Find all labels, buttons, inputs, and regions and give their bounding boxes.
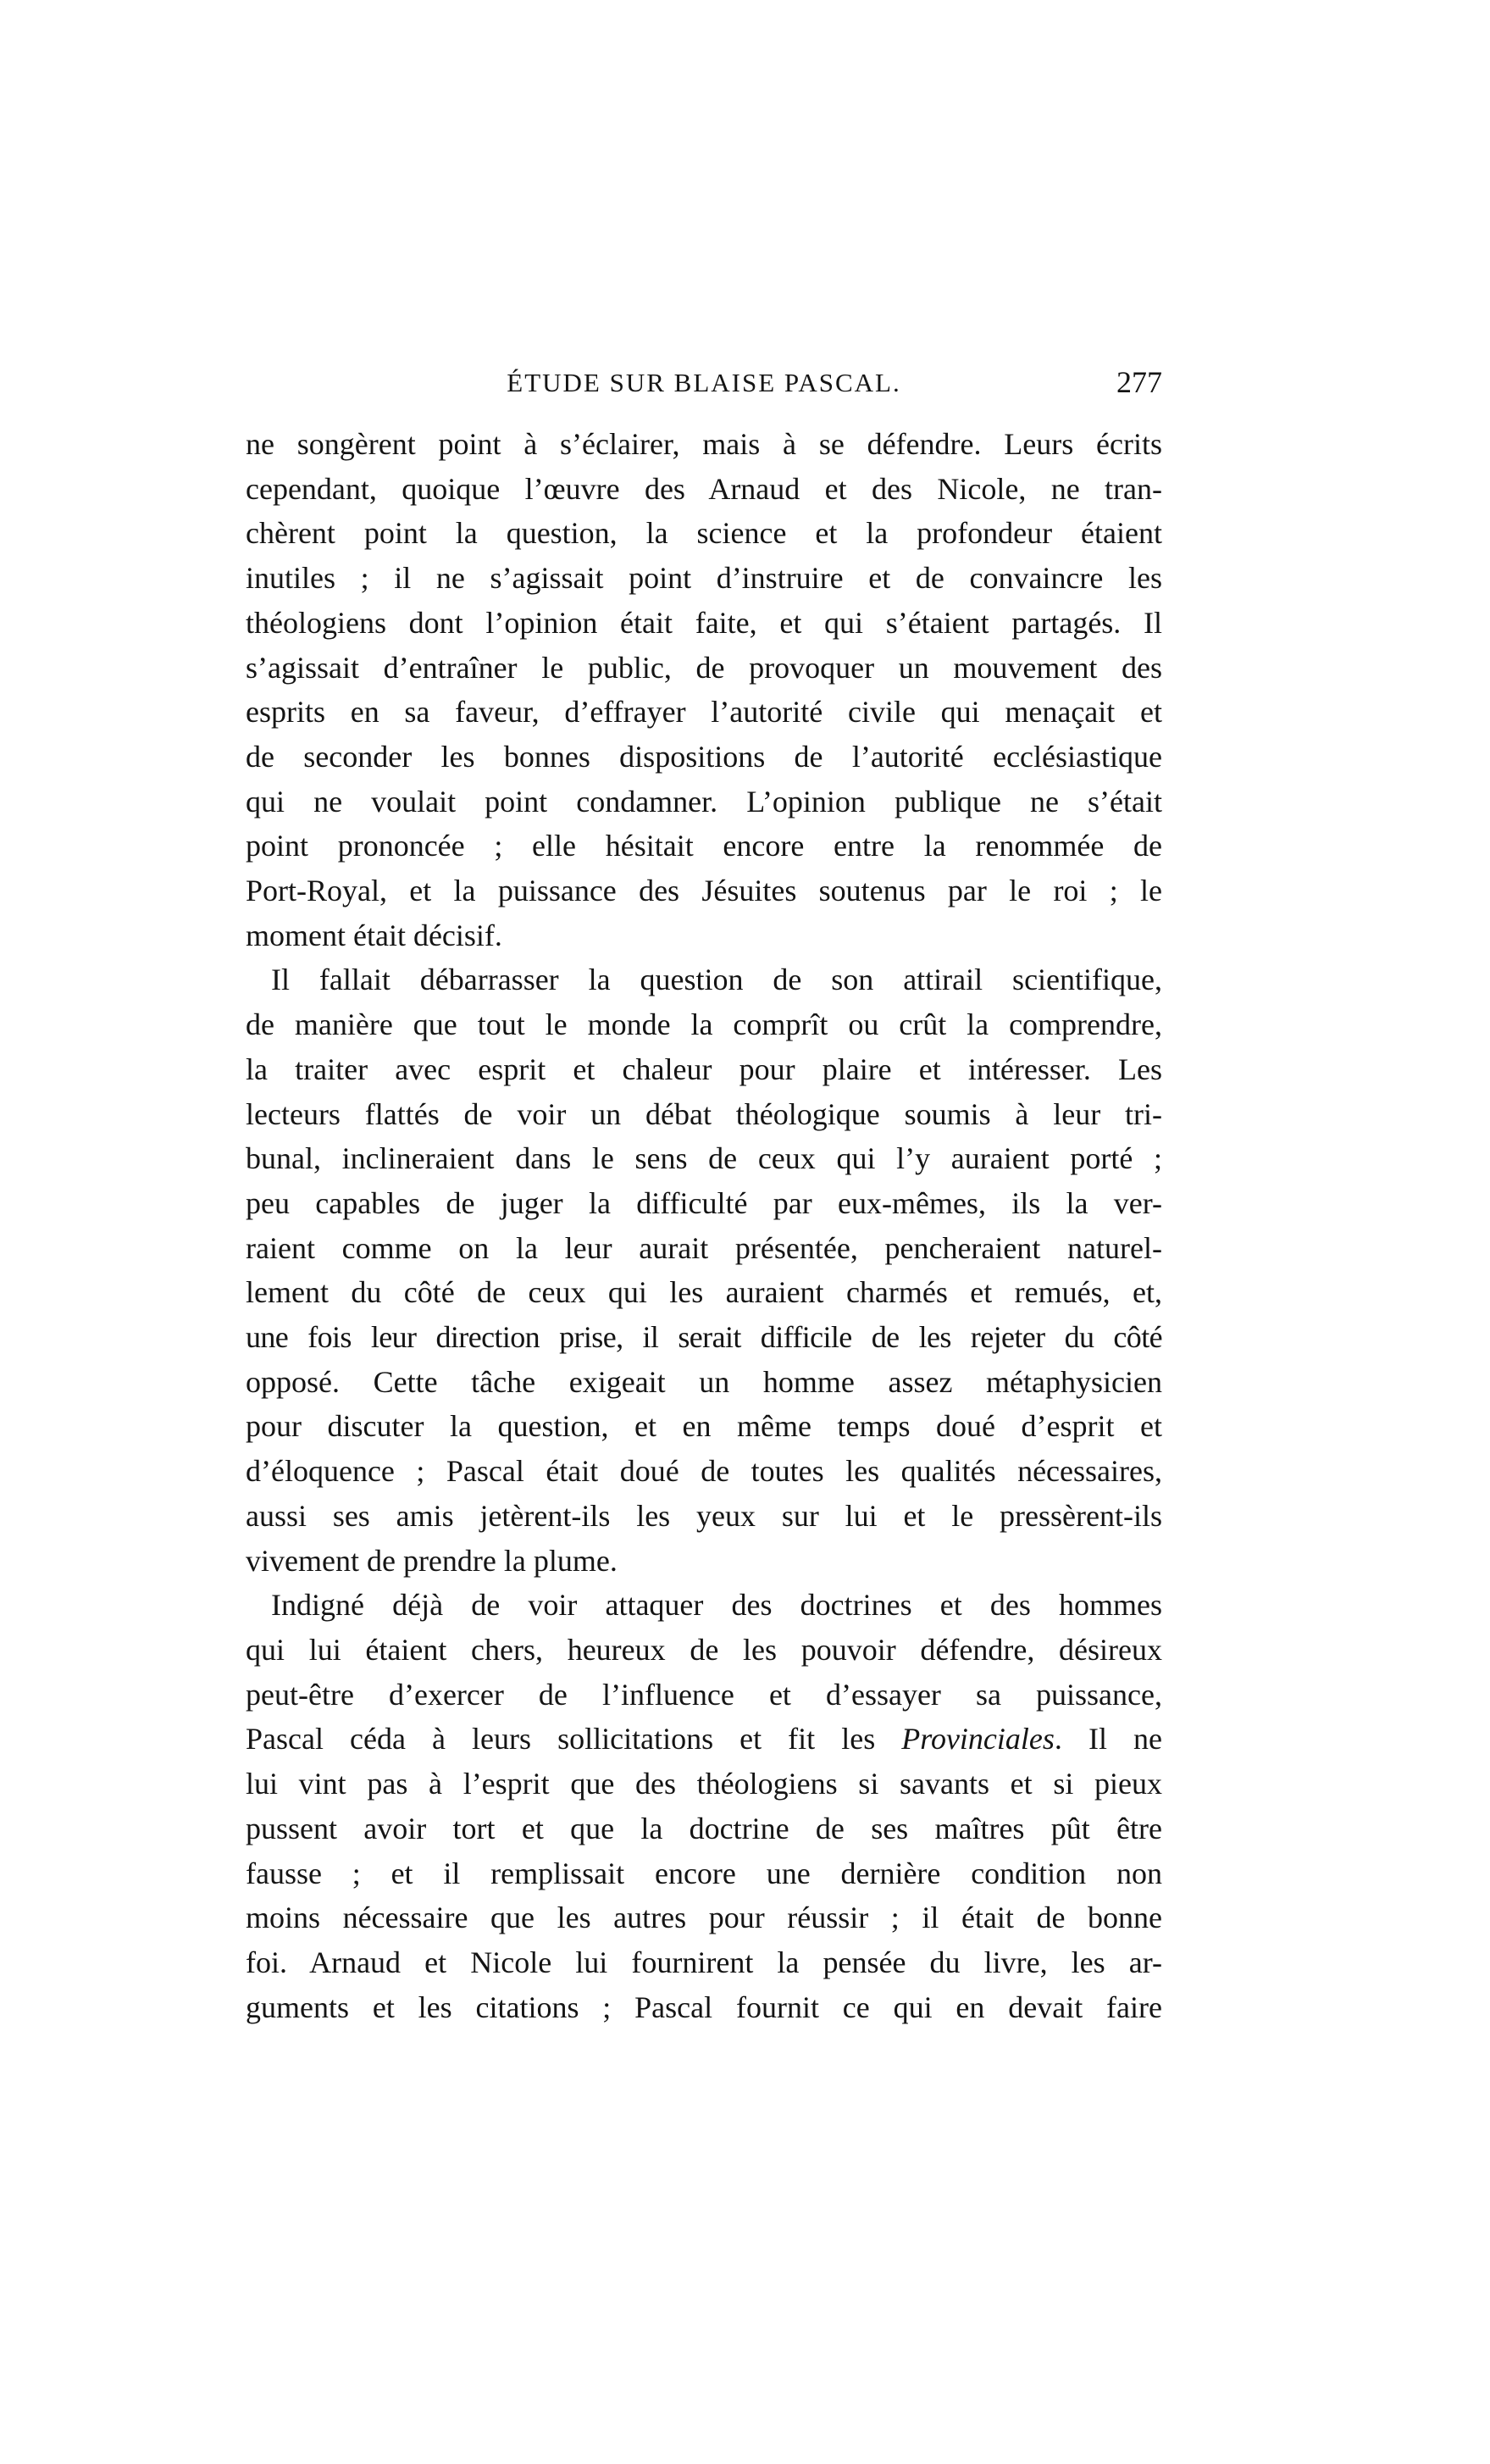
text-line: Indigné déjà de voir attaquer des doctrines et des hommes [271, 1588, 1162, 1623]
text-line: raient comme on la leur aurait présentée, pencheraient naturel- [246, 1230, 1162, 1265]
text-line: peu capables de juger la difficulté par eux-mêmes, ils la ver- [246, 1185, 1162, 1220]
text-line: fausse ; et il remplissait encore une dernière condition non [246, 1856, 1162, 1890]
text-line: lement du côté de ceux qui les auraient charmés et remués, et, [246, 1275, 1162, 1310]
text-line: Port-Royal, et la puissance des Jésuites soutenus par le roi ; le [246, 874, 1162, 908]
paragraph-1 [246, 422, 1162, 957]
text-line: lui vint pas à l’esprit que des théologiens si savants et si pieux [246, 1767, 1162, 1801]
text-line: la traiter avec esprit et chaleur pour plaire et intéresser. Les [246, 1052, 1162, 1086]
text-line: s’agissait d’entraîner le public, de provoquer un mouvement des [246, 650, 1162, 685]
text-line: qui lui étaient chers, heureux de les pouvoir défendre, désireux [246, 1632, 1162, 1667]
text-line: aussi ses amis jetèrent-ils les yeux sur lui et le pressèrent-ils [246, 1498, 1162, 1533]
text-line: moment était décisif. [246, 918, 502, 952]
text-line: opposé. Cette tâche exigeait un homme assez métaphysicien [246, 1364, 1162, 1399]
text-line: peut-être d’exercer de l’influence et d’essayer sa puissance, [246, 1677, 1162, 1712]
book-title-italic: Provinciales [901, 1722, 1055, 1756]
text-line: pussent avoir tort et que la doctrine de ses maîtres pût être [246, 1811, 1162, 1845]
text-line: théologiens dont l’opinion était faite, et qui s’étaient partagés. Il [246, 605, 1162, 640]
text-line: foi. Arnaud et Nicole lui fournirent la pensée du livre, les ar- [246, 1945, 1162, 1979]
paragraph-3 [246, 1583, 1162, 2029]
text-line: Il fallait débarrasser la question de son attirail scientifique, [271, 963, 1162, 997]
text-line: esprits en sa faveur, d’effrayer l’autorité civile qui menaçait et [246, 695, 1162, 730]
text-line: inutiles ; il ne s’agissait point d’instruire et de convaincre les [246, 561, 1162, 596]
paragraph-2 [246, 957, 1162, 1583]
book-page [246, 363, 1162, 2029]
text-line: de seconder les bonnes dispositions de l’autorité ecclésiastique [246, 739, 1162, 774]
text-line: de manière que tout le monde la comprît ou crût la comprendre, [246, 1007, 1162, 1042]
text-line: point prononcée ; elle hésitait encore entre la renommée de [246, 829, 1162, 863]
text-line [246, 1717, 1162, 1762]
text-line: vivement de prendre la plume. [246, 1543, 618, 1578]
text-run: . Il ne [1054, 1722, 1162, 1756]
text-line: bunal, inclineraient dans le sens de ceux qui l’y auraient porté ; [246, 1141, 1162, 1176]
running-title: ÉTUDE SUR BLAISE PASCAL. [507, 368, 901, 397]
text-line: guments et les citations ; Pascal fournit ce qui en devait faire [246, 1990, 1162, 2024]
text-line: moins nécessaire que les autres pour réussir ; il était de bonne [246, 1901, 1162, 1935]
text-run: Pascal céda à leurs sollicitations et fit les [246, 1722, 902, 1756]
text-line: pour discuter la question, et en même temps doué d’esprit et [246, 1409, 1162, 1444]
text-line: lecteurs flattés de voir un débat théologique soumis à leur tri- [246, 1096, 1162, 1131]
text-line: cependant, quoique l’œuvre des Arnaud et des Nicole, ne tran- [246, 471, 1162, 506]
text-line: qui ne voulait point condamner. L’opinion publique ne s’était [246, 784, 1162, 819]
text-line: ne songèrent point à s’éclairer, mais à se défendre. Leurs écrits [246, 427, 1162, 461]
text-line: chèrent point la question, la science et la profondeur étaient [246, 516, 1162, 551]
text-line: d’éloquence ; Pascal était doué de toutes les qualités nécessaires, [246, 1454, 1162, 1489]
text-line: une fois leur direction prise, il serait difficile de les rejeter du côté [246, 1320, 1162, 1355]
running-header [246, 363, 1162, 410]
page-number: 277 [1116, 365, 1162, 399]
body-text [246, 422, 1162, 2029]
